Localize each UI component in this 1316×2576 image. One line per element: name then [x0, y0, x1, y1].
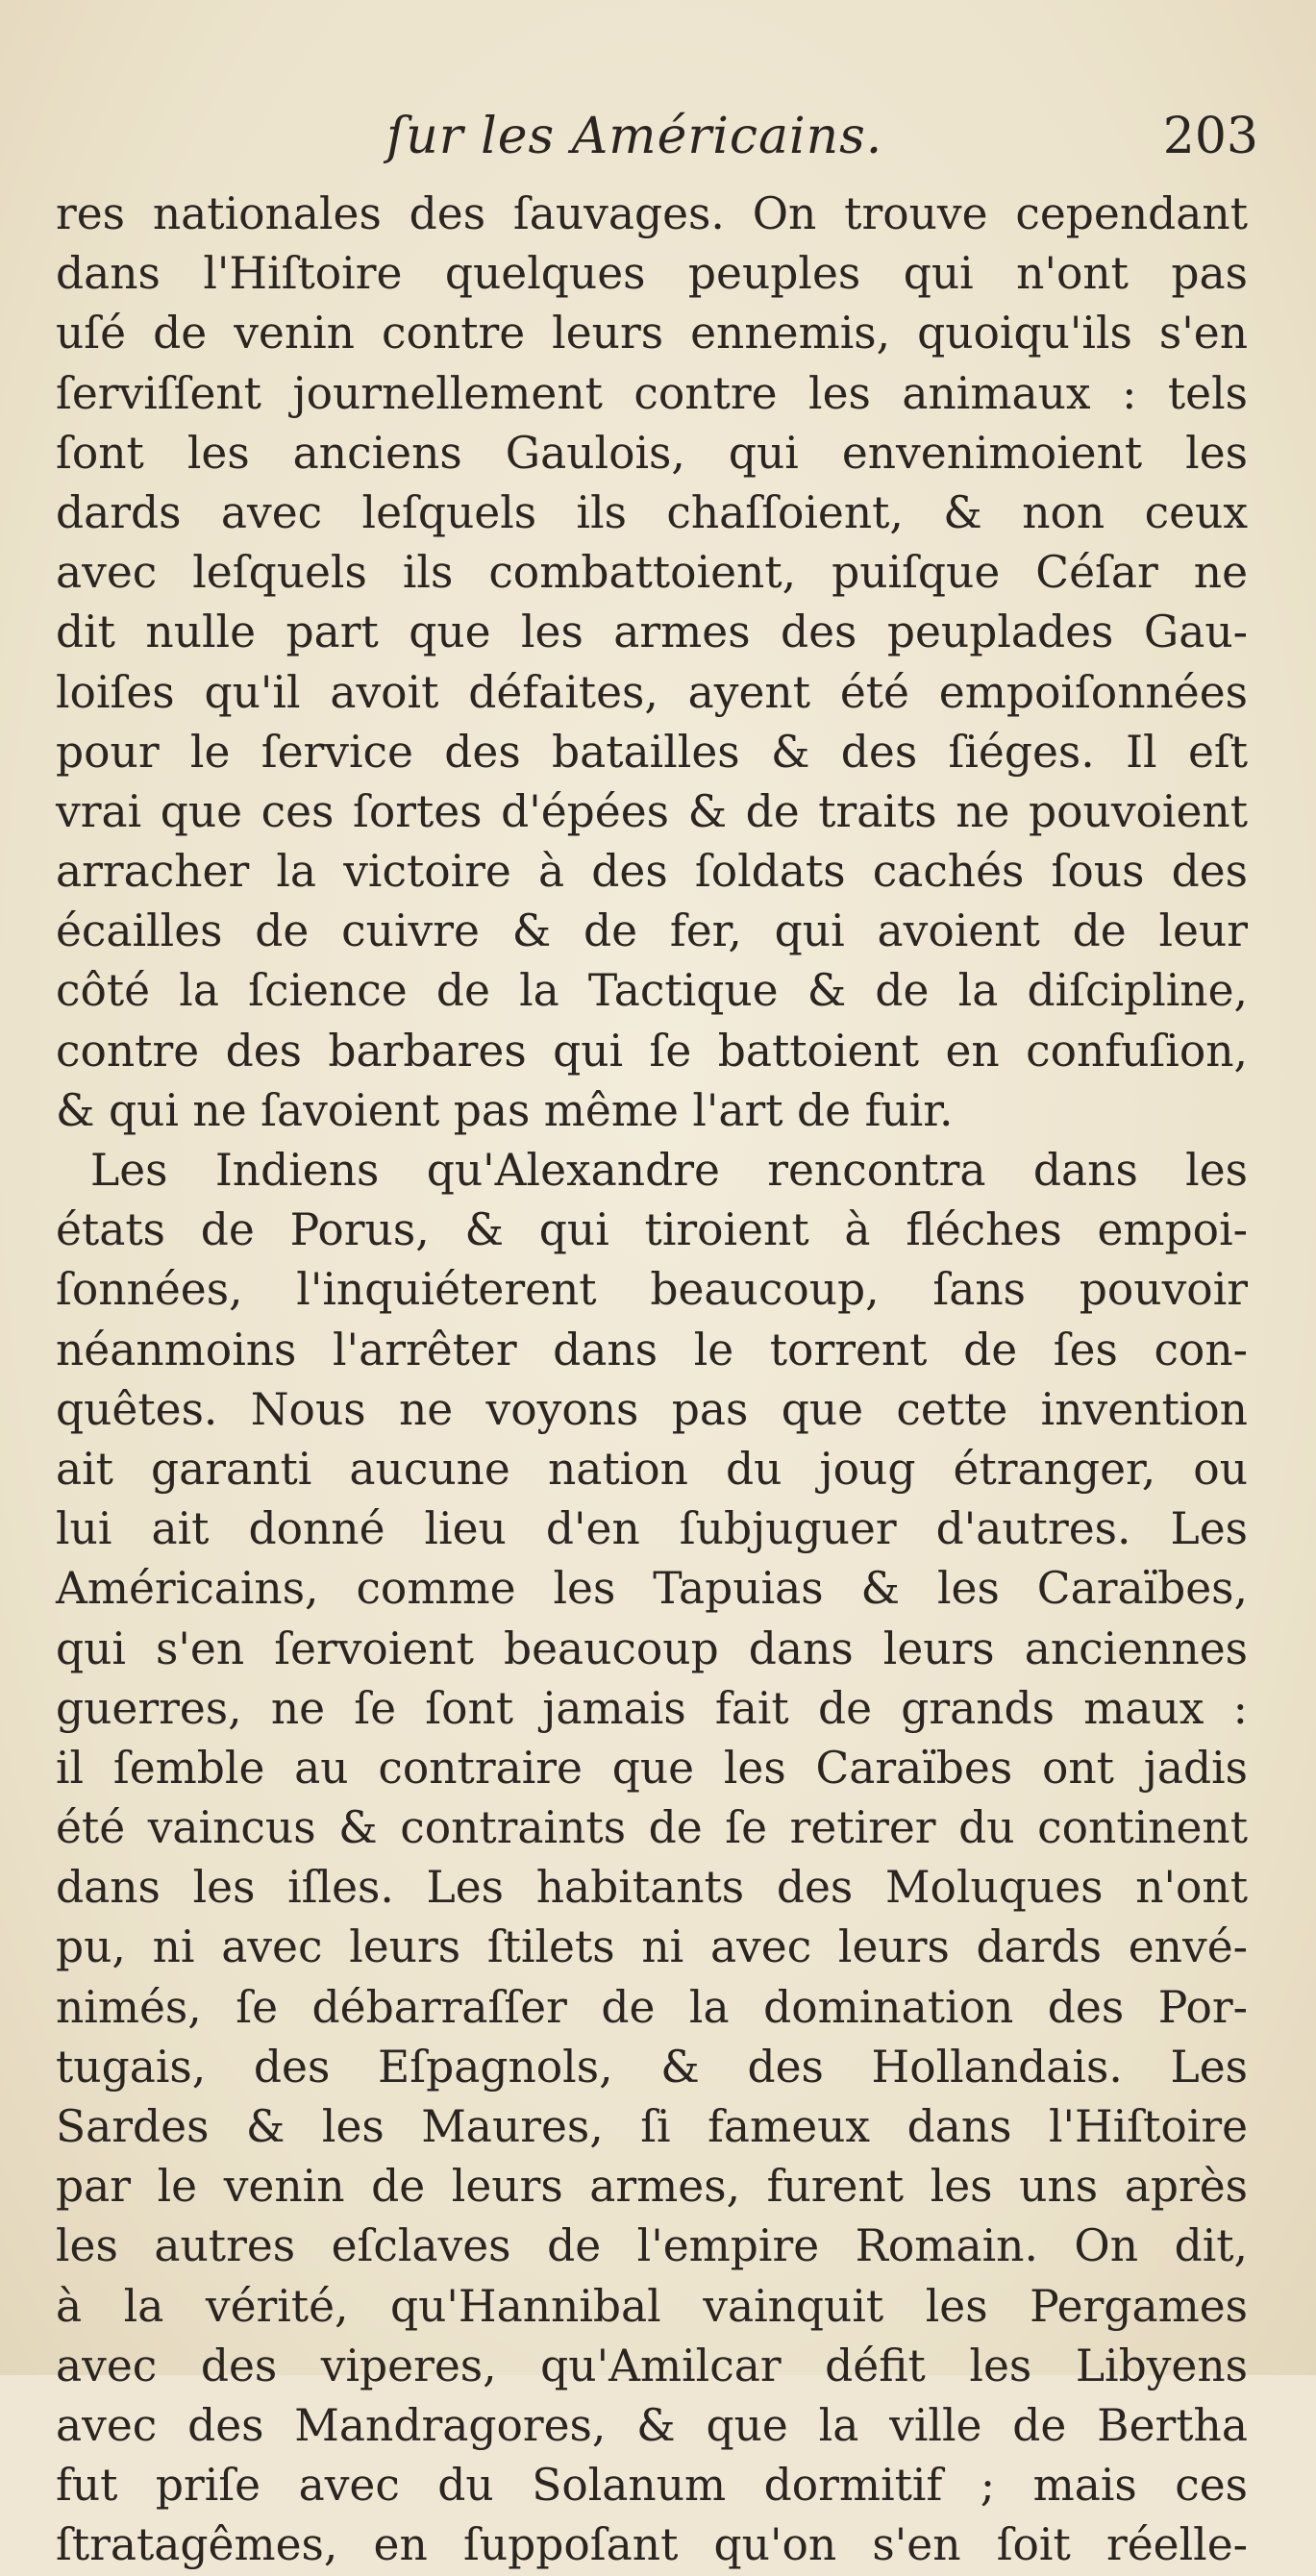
- text-line: néanmoins l'arrêter dans le torrent de ſes con-: [56, 1324, 1248, 1375]
- text-line: il ſemble au contraire que les Caraïbes ont jadis: [56, 1742, 1248, 1794]
- text-line: pu, ni avec leurs ſtilets ni avec leurs dards envé-: [56, 1921, 1248, 1973]
- text-line: les autres eſclaves de l'empire Romain. On dit,: [56, 2220, 1248, 2272]
- text-line: dans l'Hiſtoire quelques peuples qui n'ont pas: [56, 248, 1248, 300]
- body-text: [56, 185, 1248, 2576]
- text-line: avec des viperes, qu'Amilcar défit les Libyens: [56, 2340, 1248, 2391]
- text-line: qui s'en ſervoient beaucoup dans leurs anciennes: [56, 1622, 1248, 1674]
- text-line: tugais, des Eſpagnols, & des Hollandais. Les: [56, 2041, 1248, 2093]
- text-line: par le venin de leurs armes, furent les uns après: [56, 2161, 1248, 2213]
- text-line: avec leſquels ils combattoient, puiſque Céſar ne: [56, 547, 1248, 599]
- text-line: dards avec leſquels ils chaſſoient, & non ceux: [56, 486, 1248, 538]
- text-line: états de Porus, & qui tiroient à fléches empoi-: [56, 1204, 1248, 1256]
- text-line: loiſes qu'il avoit défaites, ayent été empoiſonnées: [56, 666, 1248, 718]
- text-line: ſerviſſent journellement contre les animaux : tels: [56, 367, 1248, 419]
- text-line: ſont les anciens Gaulois, qui envenimoient les: [56, 427, 1248, 479]
- paragraph-end-line: & qui ne ſavoient pas même l'art de fuir.: [56, 1084, 954, 1136]
- text-line: à la vérité, qu'Hannibal vainquit les Pergames: [56, 2280, 1248, 2332]
- text-line: contre des barbares qui ſe battoient en confuſion,: [56, 1025, 1248, 1077]
- text-line: ſtratagêmes, en ſuppoſant qu'on s'en ſoit réelle-: [56, 2519, 1248, 2571]
- text-line: guerres, ne ſe ſont jamais fait de grands maux :: [56, 1682, 1248, 1734]
- text-line: dans les iſles. Les habitants des Moluques n'ont: [56, 1862, 1248, 1914]
- text-line: ait garanti aucune nation du joug étranger, ou: [56, 1443, 1248, 1495]
- text-line: dit nulle part que les armes des peuplades Gau-: [56, 607, 1248, 658]
- text-line: été vaincus & contraints de ſe retirer du continent: [56, 1802, 1248, 1854]
- text-line: écailles de cuivre & de fer, qui avoient de leur: [56, 905, 1248, 957]
- running-title: ſur les Américains.: [386, 108, 883, 165]
- page-number: 203: [1162, 108, 1258, 165]
- text-line: res nationales des ſauvages. On trouve cependant: [56, 188, 1248, 239]
- text-line: fut priſe avec du Solanum dormitif ; mais ces: [56, 2460, 1248, 2512]
- text-line: vrai que ces ſortes d'épées & de traits ne pouvoient: [56, 785, 1248, 837]
- paragraph-start-line: Les Indiens qu'Alexandre rencontra dans les: [90, 1145, 1248, 1196]
- text-line: quêtes. Nous ne voyons pas que cette invention: [56, 1383, 1248, 1435]
- text-line: côté la ſcience de la Tactique & de la diſcipline,: [56, 965, 1248, 1017]
- text-line: avec des Mandragores, & que la ville de Bertha: [56, 2399, 1248, 2451]
- text-line: nimés, ſe débarraſſer de la domination des Por-: [56, 1981, 1248, 2033]
- text-line: arracher la victoire à des ſoldats cachés ſous des: [56, 846, 1248, 898]
- text-line: uſé de venin contre leurs ennemis, quoiqu'ils s'en: [56, 308, 1248, 359]
- page-header: [58, 108, 1258, 185]
- text-line: Américains, comme les Tapuias & les Caraïbes,: [56, 1563, 1248, 1615]
- text-line: ſonnées, l'inquiéterent beaucoup, ſans pouvoir: [56, 1264, 1248, 1316]
- text-line: pour le ſervice des batailles & des ſiéges. Il eſt: [56, 726, 1248, 778]
- text-line: Sardes & les Maures, ſi fameux dans l'Hiſtoire: [56, 2101, 1248, 2152]
- text-line: lui ait donné lieu d'en ſubjuguer d'autres. Les: [56, 1503, 1248, 1555]
